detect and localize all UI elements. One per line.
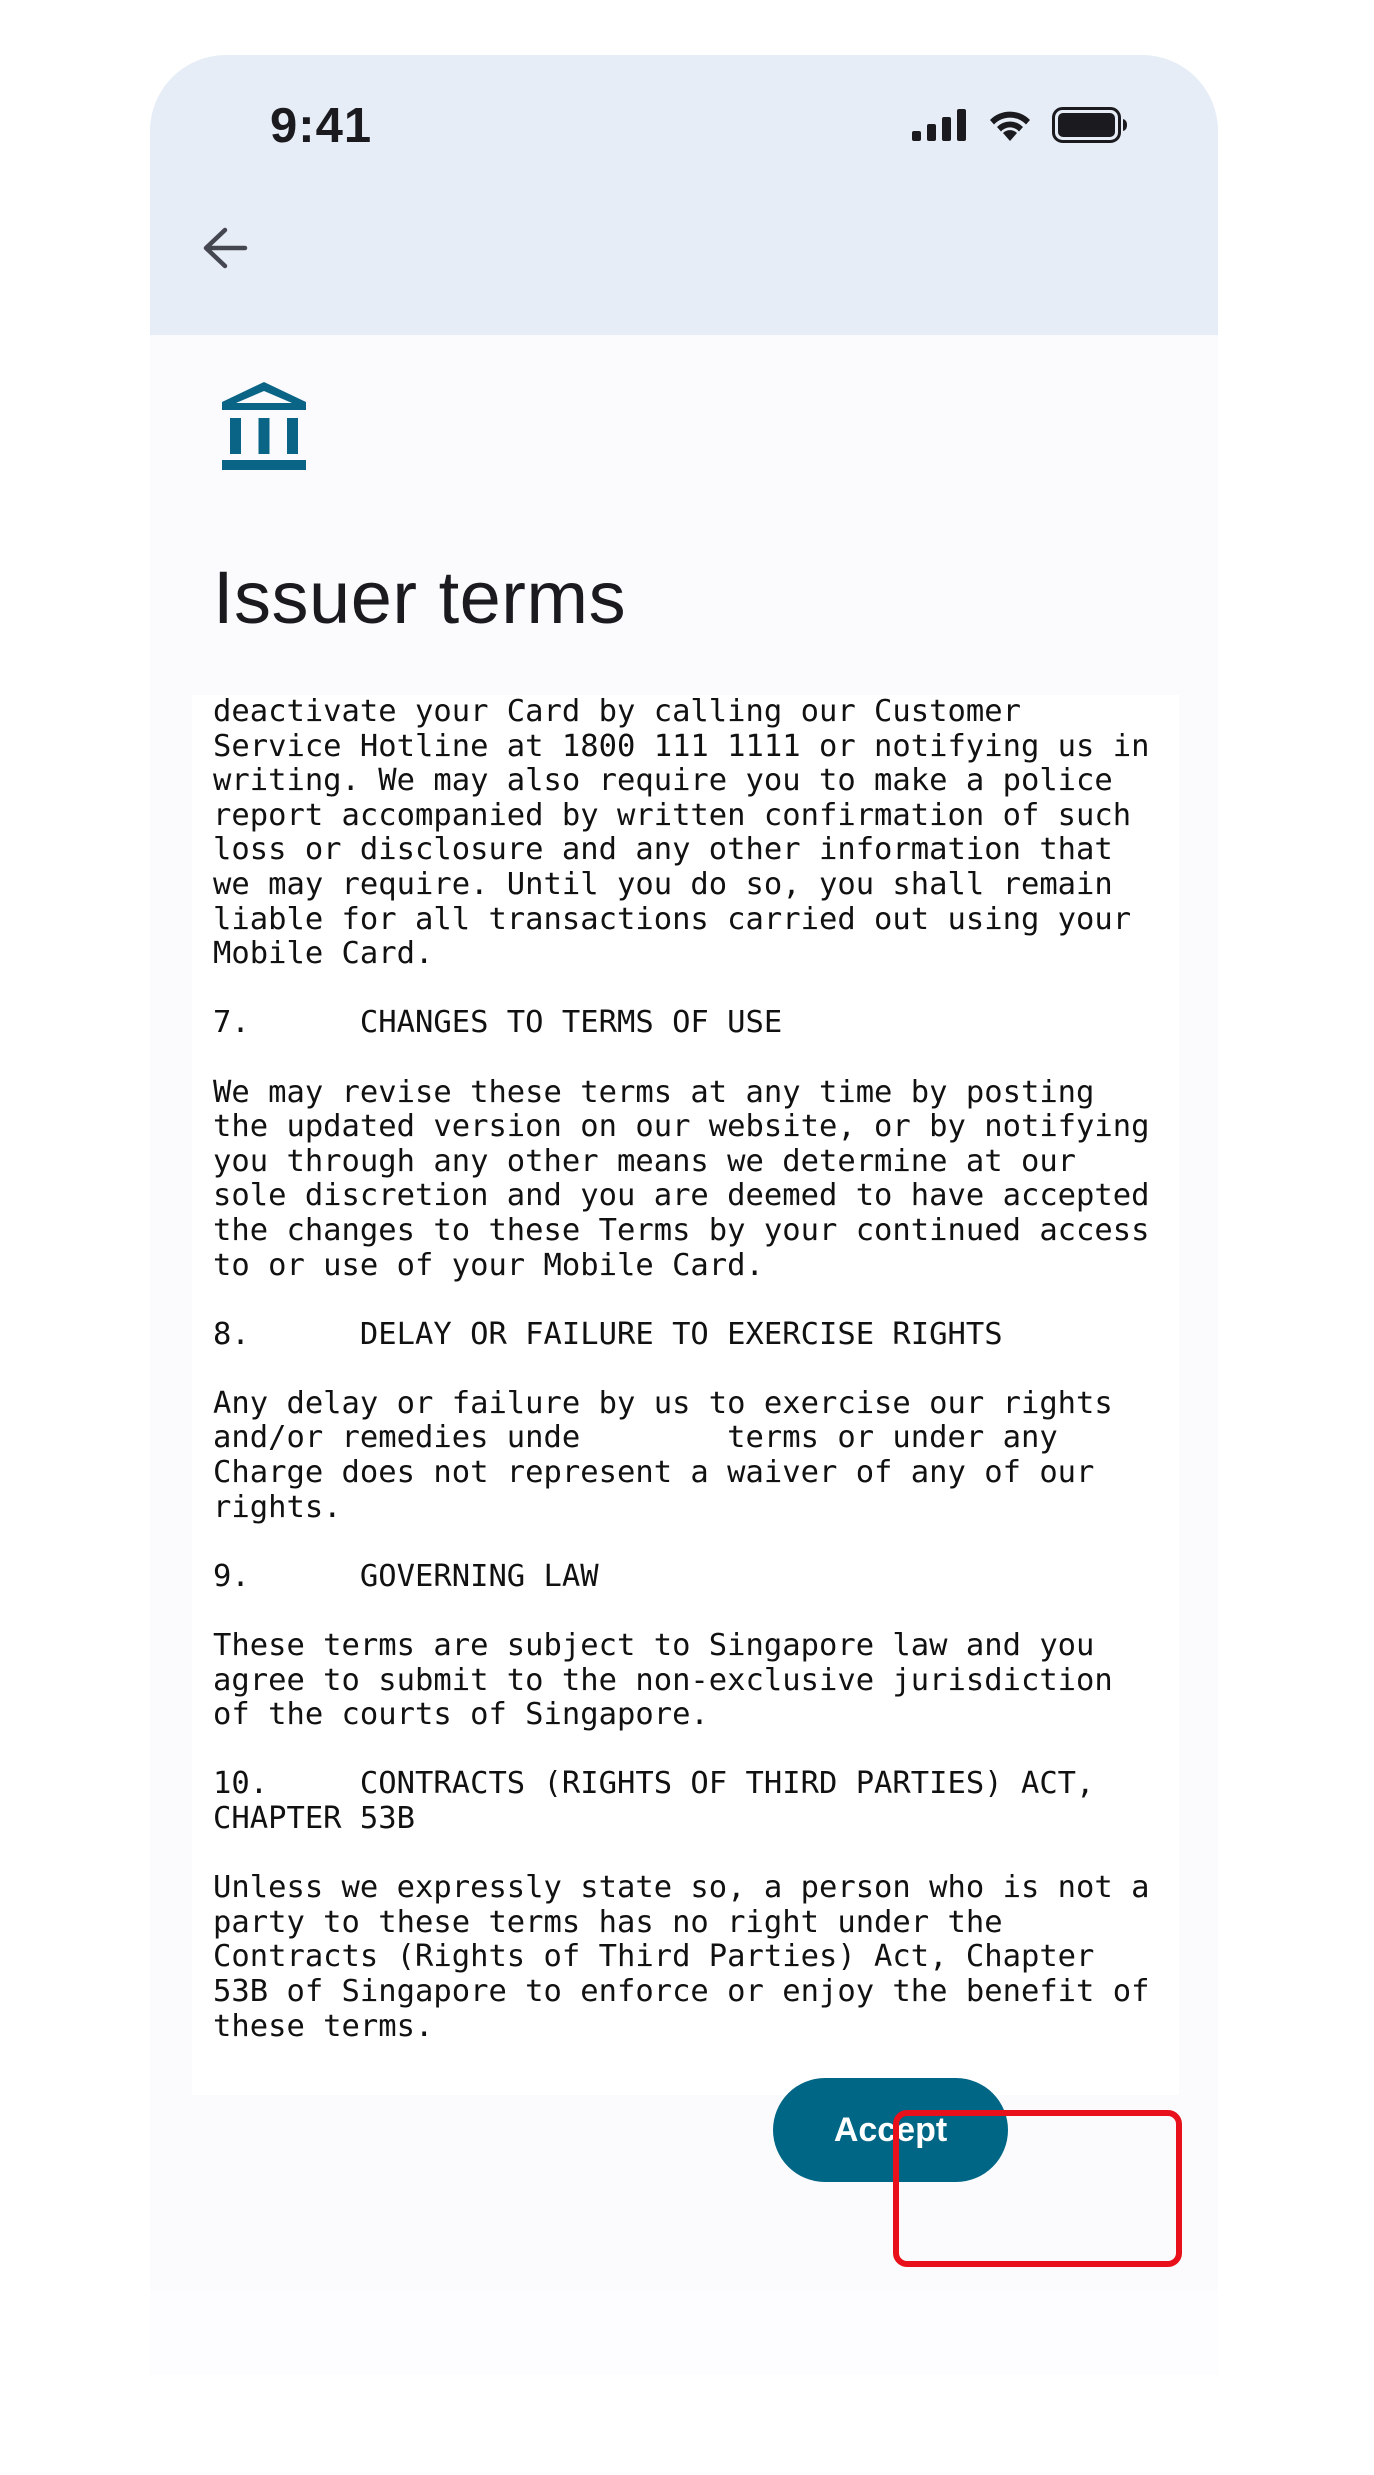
- accept-button[interactable]: Accept: [773, 2078, 1008, 2182]
- terms-scroll-area[interactable]: [192, 695, 1179, 2095]
- app-header: [150, 55, 1218, 335]
- screen-bottom: [150, 2290, 1218, 2375]
- status-icons: [912, 107, 1128, 148]
- battery-icon: [1052, 107, 1128, 148]
- status-time: 9:41: [270, 99, 373, 153]
- cellular-signal-icon: [912, 109, 968, 146]
- arrow-left-icon: [201, 226, 249, 275]
- wifi-icon: [986, 108, 1034, 147]
- page-title: Issuer terms: [213, 556, 627, 639]
- phone-screen: [150, 55, 1218, 2375]
- back-button[interactable]: [190, 215, 260, 285]
- bank-icon: [220, 380, 308, 472]
- terms-text: deactivate your Card by calling our Customer Service Hotline at 1800 111 1111 or notifying us in writing. We may also require you to make a police report accompanied by written confirmation of such loss or disclosure and any other information that we may require. Until you do so, you shall remain liable for all transactions carried out using your Mobile Card. 7. CHANGES TO TERMS OF USE We may revise these terms at any time by posting the updated version on our website, or by notifying you through any other means we determine at our sole discretion and you are deemed to have accepted the changes to these Terms by your continued access to or use of your Mobile Card. 8. DELAY OR FAILURE TO EXERCISE RIGHTS Any delay or failure by us to exercise our rights and/or remedies unde terms or under any Charge does not represent a waiver of any of our rights. 9. GOVERNING LAW These terms are subject to Singapore law and you agree to submit to the non-exclusive jurisdiction of the courts of Singapore. 10. CONTRACTS (RIGHTS OF THIRD PARTIES) ACT, CHAPTER 53B Unless we expressly state so, a person who is not a party to these terms has no right under the Contracts (Rights of Third Parties) Act, Chapter 53B of Singapore to enforce or enjoy the benefit of these terms.: [213, 695, 1150, 2044]
